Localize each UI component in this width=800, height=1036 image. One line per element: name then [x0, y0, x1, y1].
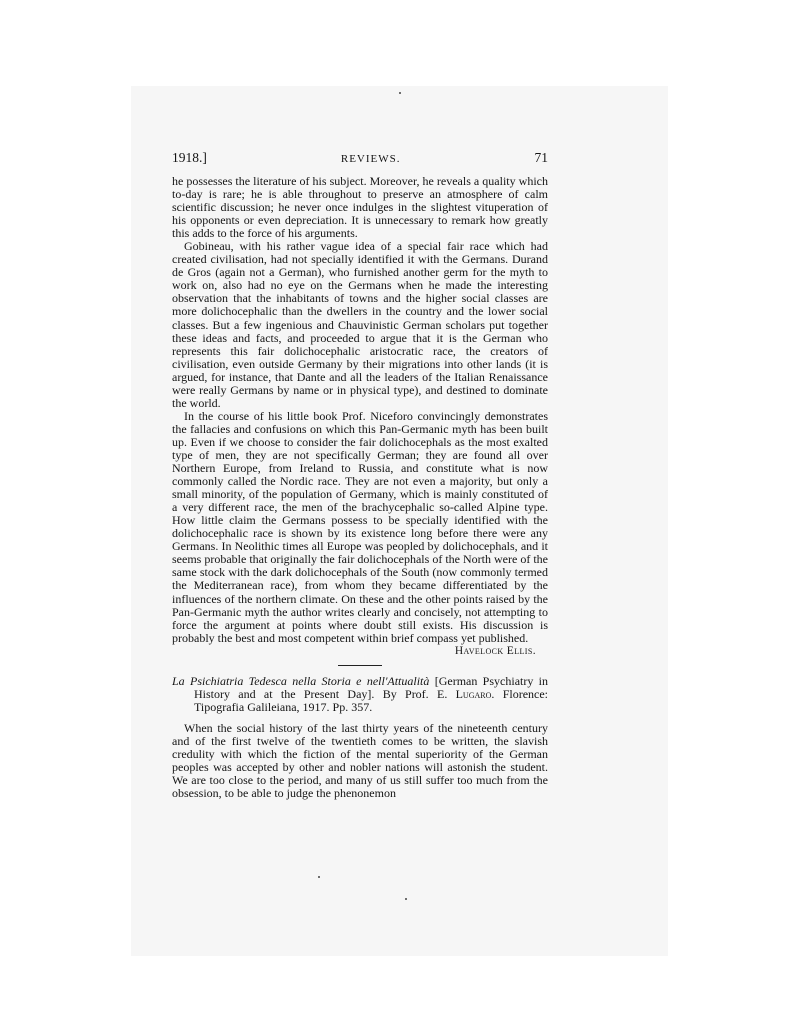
page-number: 71	[534, 150, 548, 165]
book-author: E. Lugaro.	[436, 686, 495, 701]
review-paragraph: In the course of his little book Prof. Niceforo convincingly demonstrates the fallacies and confusions on which this Pan-Germanic myth has been built up. Even if we choose to consider the fair dolichocephals as the most exalted type of men, they are not specifically German; they are found all over Northern Europe, from Ireland to Russia, and constitute what is now commonly called the Nordic race. They are not even a majority, but only a small minority, of the population of Germany, which is mainly constituted of a very different race, the men of the brachycephalic so-called Alpine type. How little claim the Germans possess to be specially identified with the dolichocephalic race is shown by its existence long before there were any Germans. In Neolithic times all Europe was peopled by dolichocephals, and it seems probable that originally the fair dolichocephals of the North were of the same stock with the dark dolichocephals of the South (now commonly termed the Mediterranean race), from whom they became differentiated by the influences of the northern climate. On these and the other points raised by the Pan-Germanic myth the author writes clearly and concisely, not attempting to force the argument at points where doubt still exists. His discussion is probably the best and most competent within brief compass yet published.	[172, 408, 548, 645]
review-paragraph: When the social history of the last thirty years of the nineteenth century and of the first twelve of the twentieth comes to be written, the slavish credulity with which the fiction of the mental superiority of the German peoples was accepted by other and nobler nations will astonish the student. We are too close to the period, and many of us still suffer too much from the obsession, to be able to judge the phenonemon	[172, 720, 548, 800]
book-publisher: Florence: Tipografia Galileiana, 1917. Pp. 357.	[194, 686, 549, 714]
book-title-english: [German Psychiatry in History and at the Present Day].	[194, 673, 549, 701]
running-header	[172, 150, 548, 175]
section-divider	[338, 665, 382, 666]
reviewer-signature: Havelock Ellis.	[454, 644, 536, 657]
header-section-title: REVIEWS.	[340, 153, 401, 165]
book-citation	[172, 675, 548, 714]
dust-speck	[399, 92, 401, 94]
review-paragraph: Gobineau, with his rather vague idea of a special fair race which had created civilisation, had not specially identified it with the Germans. Durand de Gros (again not a German), who furnished another germ for the myth to work on, also had no eye on the Germans when he made the interesting observation that the inhabitants of towns and the higher social classes are more dolichocephalic than the dwellers in the country and the lower social classes. But a few ingenious and Chauvinistic German scholars put together these ideas and facts, and proceeded to argue that it is the German who represents this fair dolichocephalic aristocratic race, the creators of civilisation, even outside Germany by their migrations into other lands (it is argued, for instance, that Dante and all the leaders of the Italian Renaissance were really Germans by name or in physical type), and destined to dominate the world.	[172, 239, 548, 410]
dust-speck	[405, 898, 407, 900]
dust-speck	[318, 876, 320, 878]
book-by: By Prof.	[382, 686, 429, 701]
review-paragraph: he possesses the literature of his subject. Moreover, he reveals a quality which to-day is rare; he is able throughout to preserve an atmosphere of calm scientific discussion; he never once indulges in the slightest vituperation of his opponents or even depreciation. It is unnecessary to remark how greatly this adds to the force of his arguments.	[172, 174, 548, 241]
book-title-italian: La Psichiatria Tedesca nella Storia e nell'Attualità	[172, 673, 430, 688]
header-year: 1918.]	[172, 150, 207, 165]
page-text-block	[172, 150, 548, 800]
